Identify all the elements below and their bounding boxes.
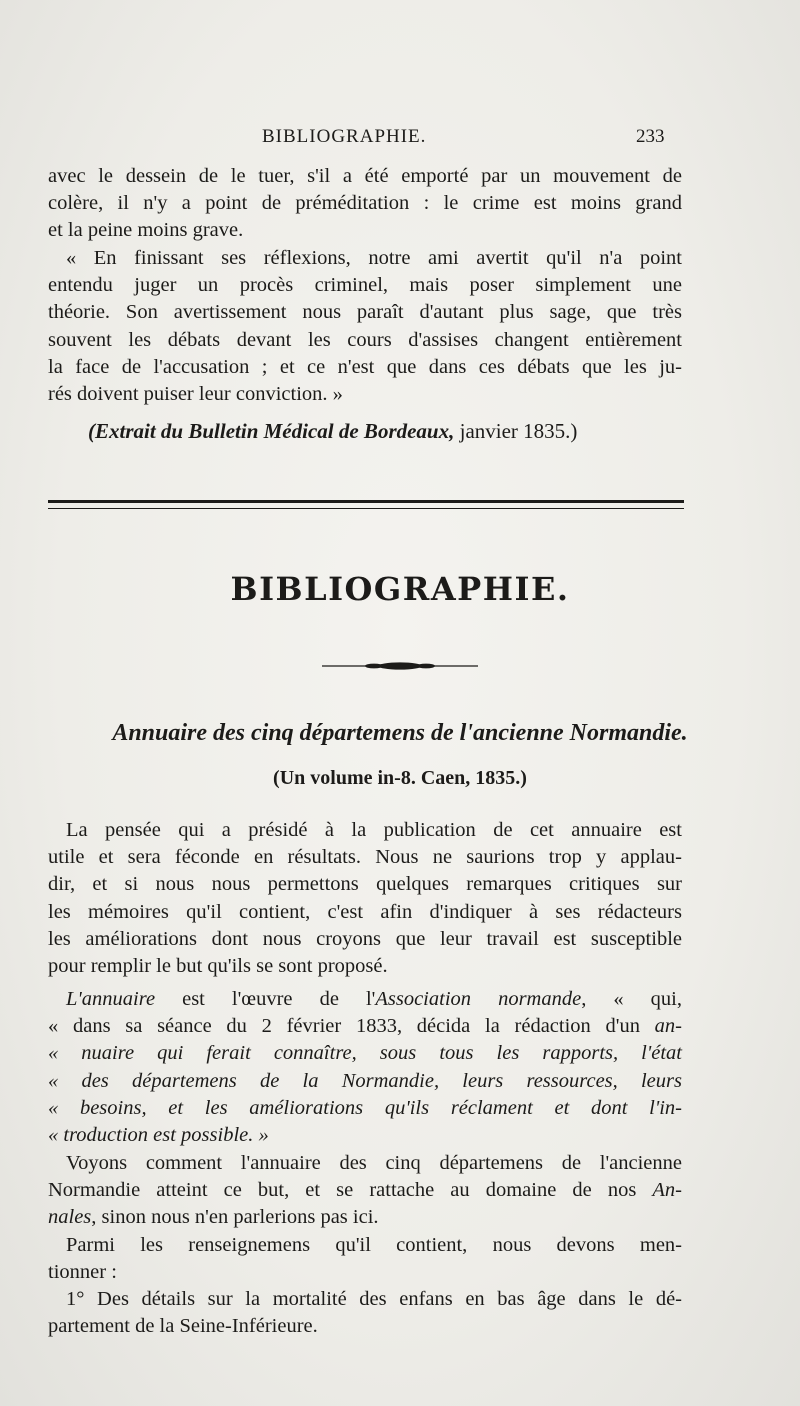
italic-text: an- (654, 1015, 682, 1038)
italic-text: An- (652, 1179, 682, 1202)
text-line (48, 986, 682, 1013)
italic-text: L'annuaire (66, 988, 156, 1010)
text-line: « besoins, et les améliorations qu'ils réclament et dont l'in- (48, 1096, 682, 1119)
text-line: et la peine moins grave. (48, 219, 244, 242)
review-paragraph-2 (48, 986, 682, 1149)
review-paragraph-5 (48, 1286, 682, 1340)
book-subtitle: (Un volume in-8. Caen, 1835.) (273, 767, 527, 789)
text-line: rés doivent puiser leur conviction. » (48, 383, 343, 406)
citation-source: (Extrait du Bulletin Médical de Bordeaux, (88, 419, 455, 443)
section-title: BIBLIOGRAPHIE. (230, 570, 570, 608)
text-line: entendu juger un procès criminel, mais poser simplement une (48, 274, 682, 297)
text-line: Voyons comment l'annuaire des cinq départemens de l'ancienne (66, 1152, 682, 1174)
text-span: est l'œuvre de l' (155, 988, 376, 1010)
quote-paragraph (48, 245, 682, 408)
italic-text: Association normande (375, 988, 582, 1010)
text-line: les mémoires qu'il contient, c'est afin d'indiquer à ses rédacteurs (48, 900, 682, 923)
text-line: 1° Des détails sur la mortalité des enfans en bas âge dans le dé- (66, 1288, 682, 1310)
text-line: théorie. Son avertissement nous paraît d'autant plus sage, que très (48, 301, 682, 324)
text-line (48, 1204, 682, 1231)
review-paragraph-4 (48, 1232, 682, 1286)
text-line: « nuaire qui ferait connaître, sous tous les rapports, l'état (48, 1042, 682, 1065)
page-header (0, 124, 800, 160)
citation-date: janvier 1835.) (459, 419, 578, 443)
book-title: Annuaire des cinq départemens de l'ancienne Normandie. (112, 720, 688, 746)
text-line (48, 1013, 682, 1040)
text-span: , sinon nous n'en parlerions pas ici. (91, 1206, 379, 1229)
continued-paragraph (48, 163, 682, 245)
double-rule-thick (48, 500, 684, 503)
text-line: souvent les débats devant les cours d'assises changent entièrement (48, 328, 682, 351)
citation (88, 419, 577, 444)
double-rule-thin (48, 508, 684, 509)
text-line: pour remplir le but qu'ils se sont proposé. (48, 955, 388, 978)
page-number: 233 (636, 126, 665, 147)
text-line: « des départemens de la Normandie, leurs ressources, leurs (48, 1069, 682, 1092)
text-line: dir, et si nous nous permettons quelques remarques critiques sur (48, 873, 682, 896)
ornament-divider (320, 658, 480, 674)
text-line: les améliorations dont nous croyons que leur travail est susceptible (48, 927, 682, 950)
text-span: Normandie atteint ce but, et se rattache au domaine de nos (48, 1179, 653, 1202)
review-paragraph-1 (48, 817, 682, 980)
text-line: « En finissant ses réflexions, notre ami avertit qu'il n'a point (66, 247, 682, 269)
running-head: BIBLIOGRAPHIE. (262, 126, 427, 147)
text-line: partement de la Seine-Inférieure. (48, 1315, 318, 1338)
text-line: colère, il n'y a point de préméditation : le crime est moins grand (48, 192, 682, 215)
text-line: Parmi les renseignemens qu'il contient, nous devons men- (66, 1234, 682, 1256)
text-span: « dans sa séance du 2 février 1833, décida la rédaction d'un (48, 1015, 655, 1038)
italic-text: nales (48, 1206, 92, 1229)
text-line: la face de l'accusation ; et ce n'est que dans ces débats que les ju- (48, 355, 682, 378)
text-span: , « qui, (581, 988, 682, 1010)
text-line: La pensée qui a présidé à la publication de cet annuaire est (66, 819, 682, 841)
text-line: tionner : (48, 1261, 117, 1284)
review-paragraph-3 (48, 1150, 682, 1232)
text-line (48, 1177, 682, 1204)
text-line: utile et sera féconde en résultats. Nous ne saurions trop y applau- (48, 846, 682, 869)
text-line: « troduction est possible. » (48, 1124, 269, 1147)
text-line: avec le dessein de le tuer, s'il a été emporté par un mouvement de (48, 165, 682, 187)
